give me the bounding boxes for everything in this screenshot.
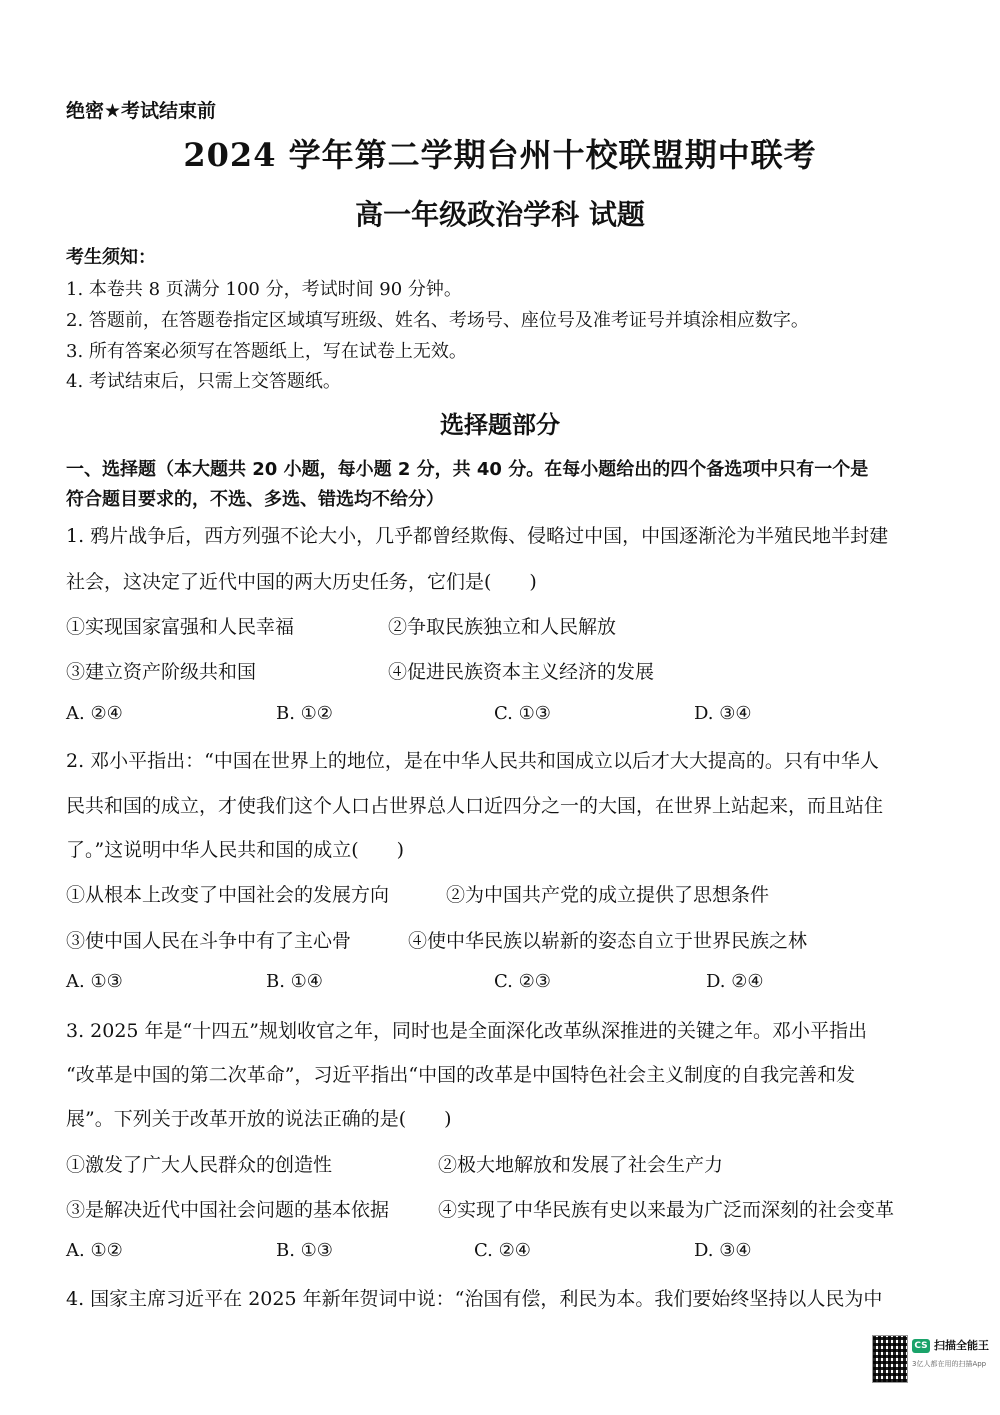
answer-c: C. ②④ — [474, 1240, 531, 1261]
option-4: ④实现了中华民族有史以来最为广泛而深刻的社会变革 — [438, 1199, 895, 1221]
question-text: 了。”这说明中华人民共和国的成立( ) — [66, 839, 405, 861]
section-title: 选择题部分 — [440, 410, 560, 439]
option-2: ②争取民族独立和人民解放 — [388, 616, 617, 638]
option-1: ①实现国家富强和人民幸福 — [66, 616, 295, 638]
answer-a: A. ②④ — [66, 703, 123, 724]
notice-item: 1. 本卷共 8 页满分 100 分，考试时间 90 分钟。 — [66, 279, 462, 300]
answer-d: D. ③④ — [694, 1240, 752, 1261]
question-text: 展”。下列关于改革开放的说法正确的是( ) — [66, 1108, 452, 1130]
answer-b: B. ①③ — [276, 1240, 333, 1261]
option-3: ③是解决近代中国社会问题的基本依据 — [66, 1199, 390, 1221]
exam-title: 2024 学年第二学期台州十校联盟期中联考 — [183, 136, 817, 174]
question-text: 1. 鸦片战争后，西方列强不论大小，几乎都曾经欺侮、侵略过中国，中国逐渐沦为半殖民地半封建 — [66, 525, 889, 547]
answer-d: D. ②④ — [706, 971, 764, 992]
question-text: 社会，这决定了近代中国的两大历史任务，它们是( ) — [66, 571, 537, 593]
option-1: ①从根本上改变了中国社会的发展方向 — [66, 884, 390, 906]
exam-subtitle: 高一年级政治学科 试题 — [355, 198, 645, 231]
answer-c: C. ②③ — [494, 971, 551, 992]
answer-a: A. ①② — [66, 1240, 123, 1261]
option-3: ③建立资产阶级共和国 — [66, 661, 257, 683]
option-3: ③使中国人民在斗争中有了主心骨 — [66, 930, 352, 952]
notice-item: 2. 答题前，在答题卷指定区域填写班级、姓名、考场号、座位号及准考证号并填涂相应数字。 — [66, 310, 809, 331]
option-4: ④促进民族资本主义经济的发展 — [388, 661, 655, 683]
watermark-name: 扫描全能王 — [934, 1339, 989, 1352]
answer-a: A. ①③ — [66, 971, 123, 992]
camscanner-logo-icon: CS — [912, 1339, 930, 1353]
answer-d: D. ③④ — [694, 703, 752, 724]
question-text: “改革是中国的第二次革命”，习近平指出“中国的改革是中国特色社会主义制度的自我完善和发 — [66, 1064, 856, 1086]
option-2: ②为中国共产党的成立提供了思想条件 — [446, 884, 770, 906]
notice-item: 4. 考试结束后，只需上交答题纸。 — [66, 371, 341, 392]
answer-c: C. ①③ — [494, 703, 551, 724]
section-instruction: 一、选择题（本大题共 20 小题，每小题 2 分，共 40 分。在每小题给出的四个备选项中只有一个是 — [66, 459, 869, 480]
option-1: ①激发了广大人民群众的创造性 — [66, 1154, 333, 1176]
option-2: ②极大地解放和发展了社会生产力 — [438, 1154, 724, 1176]
notice-item: 3. 所有答案必须写在答题纸上，写在试卷上无效。 — [66, 341, 467, 362]
question-text: 2. 邓小平指出：“中国在世界上的地位，是在中华人民共和国成立以后才大大提高的。只有中华人 — [66, 750, 879, 772]
option-4: ④使中华民族以崭新的姿态自立于世界民族之林 — [408, 930, 808, 952]
qr-code-icon — [872, 1335, 908, 1383]
answer-b: B. ①④ — [266, 971, 323, 992]
notice-heading: 考生须知： — [66, 247, 156, 268]
question-text: 4. 国家主席习近平在 2025 年新年贺词中说：“治国有偿，利民为本。我们要始终坚持以人民为中 — [66, 1288, 883, 1310]
question-text: 民共和国的成立，才使我们这个人口占世界总人口近四分之一的大国，在世界上站起来，而且站住 — [66, 795, 884, 817]
scanner-watermark — [872, 1335, 988, 1385]
watermark-tagline: 3亿人都在用的扫描App — [912, 1360, 987, 1368]
section-instruction: 符合题目要求的，不选、多选、错选均不给分） — [66, 489, 444, 510]
question-text: 3. 2025 年是“十四五”规划收官之年，同时也是全面深化改革纵深推进的关键之年。邓小平指出 — [66, 1020, 867, 1042]
answer-b: B. ①② — [276, 703, 333, 724]
confidential-label: 绝密★考试结束前 — [66, 100, 217, 122]
